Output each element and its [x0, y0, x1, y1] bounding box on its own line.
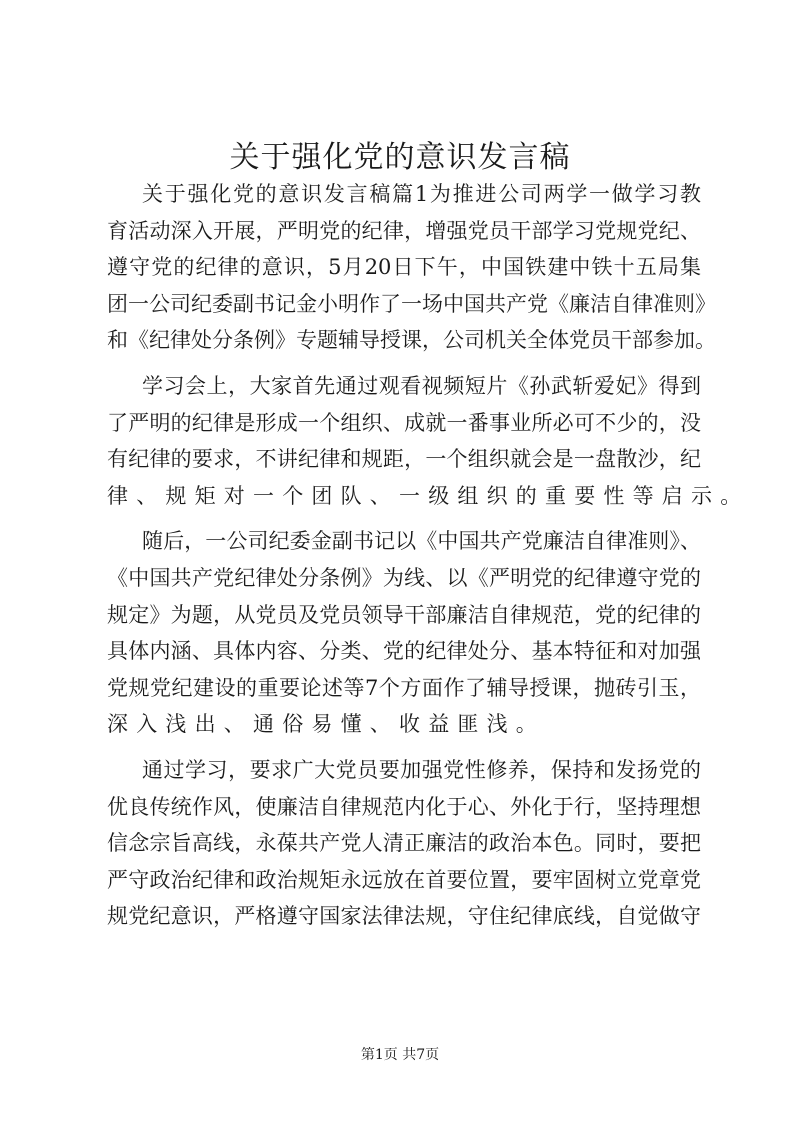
text-line: 了严明的纪律是形成一个组织、成就一番事业所必可不少的，没 — [107, 410, 701, 435]
text-line: 律、规矩对一个团队、一级组织的重要性等启示。 — [107, 483, 750, 508]
text-line: 有纪律的要求，不讲纪律和规距，一个组织就会是一盘散沙，纪 — [107, 447, 701, 472]
text-line: 关于强化党的意识发言稿篇1为推进公司两学一做学习教 — [142, 182, 701, 206]
text-line: 《中国共产党纪律处分条例》为线、以《严明党的纪律遵守党的 — [107, 565, 701, 590]
document-body — [107, 176, 750, 944]
text-line: 信念宗旨高线，永葆共产党人清正廉洁的政治本色。同时，要把 — [107, 831, 701, 856]
document-title: 关于强化党的意识发言稿 — [229, 140, 571, 175]
paragraph-4 — [107, 752, 701, 935]
text-line: 党规党纪建设的重要论述等7个方面作了辅导授课，抛砖引玉， — [107, 675, 701, 700]
text-line: 深入浅出、通俗易懂、收益匪浅。 — [107, 712, 545, 737]
text-line: 遵守党的纪律的意识，5月20日下午，中国铁建中铁十五局集 — [107, 255, 701, 280]
text-line: 规党纪意识，严格遵守国家法律法规，守住纪律底线，自觉做守 — [107, 904, 701, 929]
text-line: 具体内涵、具体内容、分类、党的纪律处分、基本特征和对加强 — [107, 639, 701, 664]
text-line: 随后，一公司纪委金副书记以《中国共产党廉洁自律准则》、 — [142, 529, 701, 554]
text-line: 和《纪律处分条例》专题辅导授课，公司机关全体党员干部参加。 — [107, 328, 716, 353]
text-line: 团一公司纪委副书记金小明作了一场中国共产党《廉洁自律准则》 — [107, 291, 716, 316]
text-line: 育活动深入开展，严明党的纪律，增强党员干部学习党规党纪、 — [107, 218, 701, 243]
paragraph-3 — [107, 523, 701, 743]
page-number: 第1页 共7页 — [360, 1047, 440, 1063]
text-line: 优良传统作风，使廉洁自律规范内化于心、外化于行，坚持理想 — [107, 794, 701, 819]
text-line: 通过学习，要求广大党员要加强党性修养，保持和发扬党的 — [142, 757, 701, 782]
text-line: 规定》为题，从党员及党员领导干部廉洁自律规范，党的纪律的 — [107, 602, 701, 627]
text-line: 严守政治纪律和政治规矩永远放在首要位置，要牢固树立党章党 — [107, 867, 701, 892]
paragraph-1 — [107, 176, 716, 359]
text-line: 学习会上，大家首先通过观看视频短片《孙武斩爱妃》得到 — [142, 373, 701, 398]
paragraph-2 — [107, 368, 750, 514]
